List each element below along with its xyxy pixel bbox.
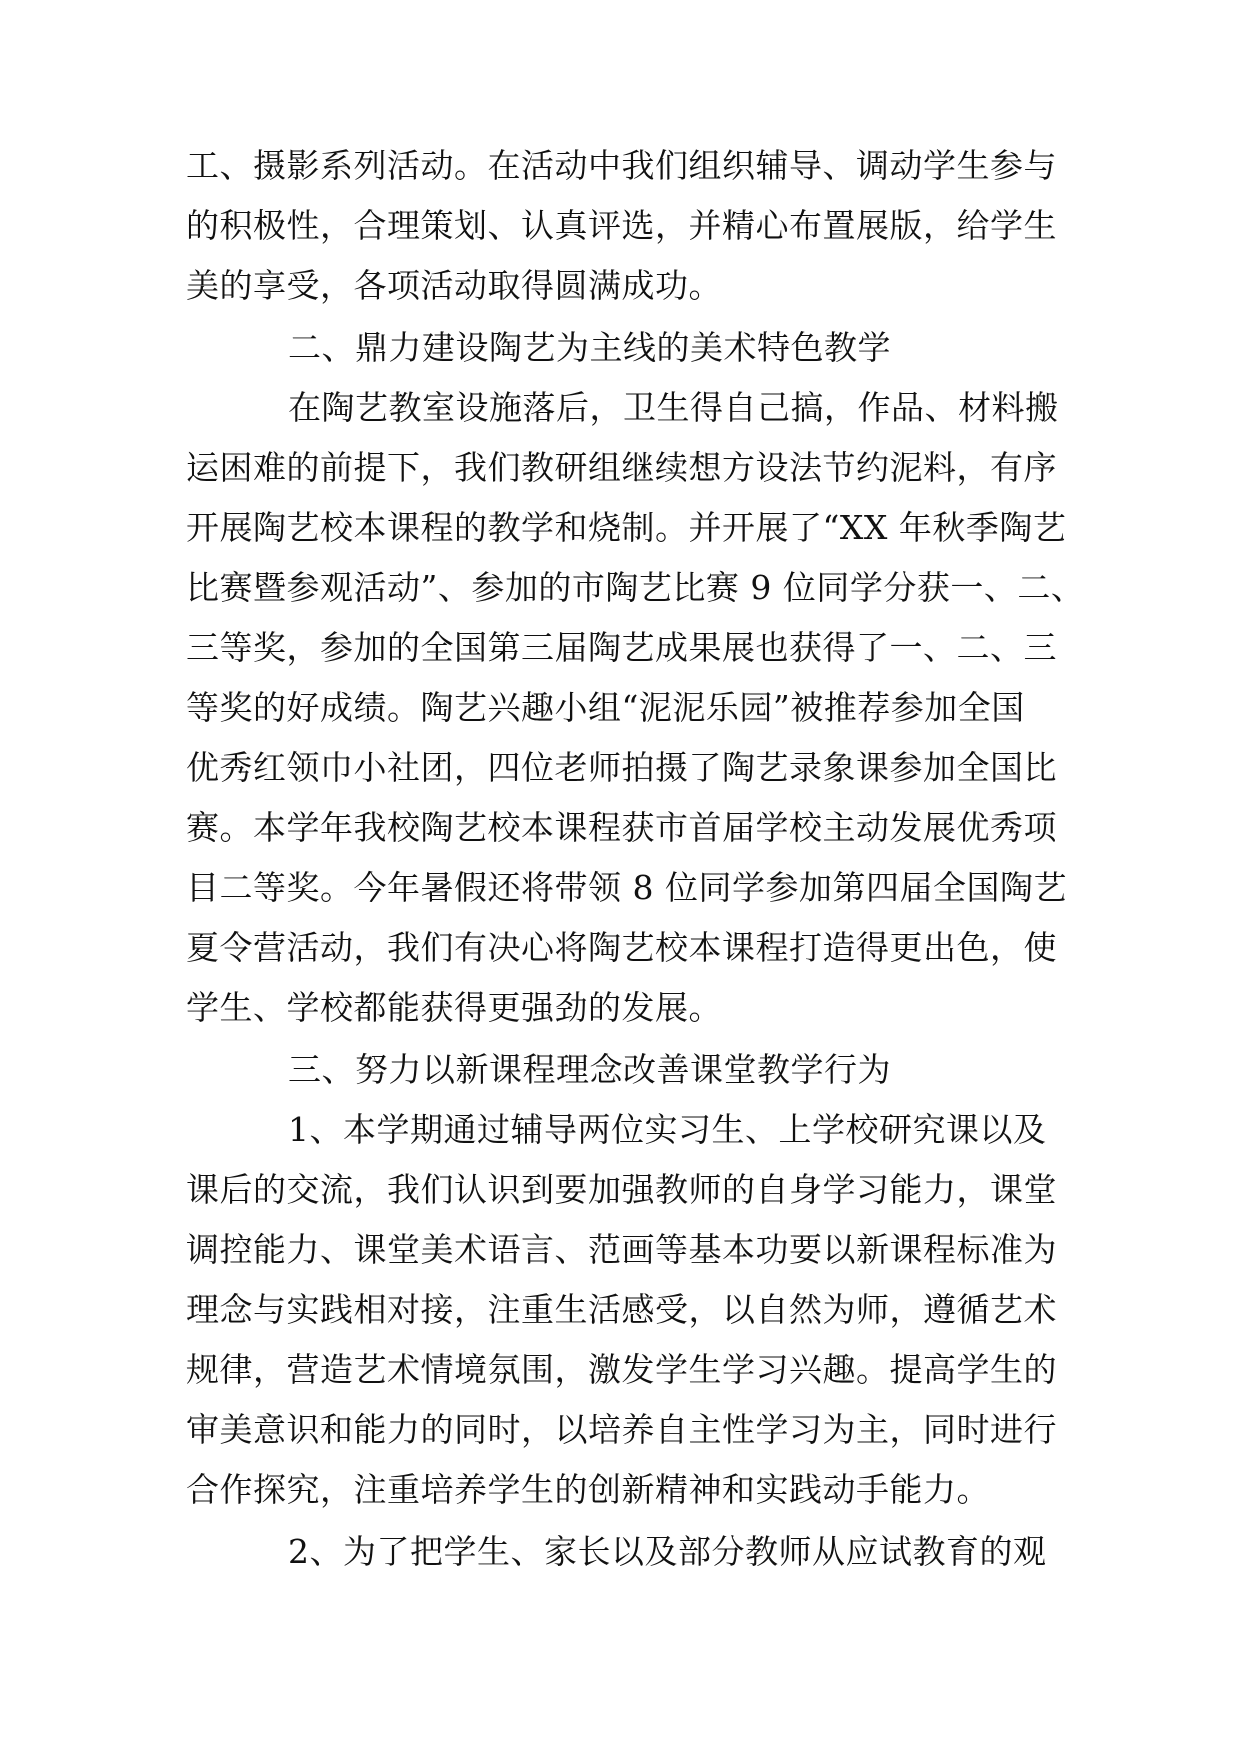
body-text-line: 优秀红领巾小社团，四位老师拍摄了陶艺录象课参加全国比: [186, 748, 1057, 787]
paragraph-first-line: 2、为了把学生、家长以及部分教师从应试教育的观: [288, 1532, 1047, 1571]
body-text-line: 比赛暨参观活动”、参加的市陶艺比赛 9 位同学分获一、二、: [186, 568, 1085, 607]
body-text-line: 三等奖，参加的全国第三届陶艺成果展也获得了一、二、三: [186, 628, 1057, 667]
paragraph-first-line: 在陶艺教室设施落后，卫生得自己搞，作品、材料搬: [288, 388, 1059, 427]
body-text-line: 夏令营活动，我们有决心将陶艺校本课程打造得更出色，使: [186, 928, 1057, 967]
section-heading-2: 二、鼎力建设陶艺为主线的美术特色教学: [288, 328, 891, 367]
body-text-line: 等奖的好成绩。陶艺兴趣小组“泥泥乐园”被推荐参加全国: [186, 688, 1025, 727]
body-text-line: 工、摄影系列活动。在活动中我们组织辅导、调动学生参与: [186, 146, 1057, 185]
body-text-line: 开展陶艺校本课程的教学和烧制。并开展了“XX 年秋季陶艺: [186, 508, 1067, 547]
section-heading-3: 三、努力以新课程理念改善课堂教学行为: [288, 1050, 891, 1089]
body-text-line: 调控能力、课堂美术语言、范画等基本功要以新课程标准为: [186, 1230, 1057, 1269]
body-text-line: 的积极性，合理策划、认真评选，并精心布置展版，给学生: [186, 206, 1057, 245]
body-text-line: 赛。本学年我校陶艺校本课程获市首届学校主动发展优秀项: [186, 808, 1057, 847]
body-text-line: 美的享受，各项活动取得圆满成功。: [186, 266, 722, 305]
body-text-line: 审美意识和能力的同时，以培养自主性学习为主，同时进行: [186, 1410, 1057, 1449]
body-text-line: 运困难的前提下，我们教研组继续想方设法节约泥料，有序: [186, 448, 1057, 487]
body-text-line: 学生、学校都能获得更强劲的发展。: [186, 988, 722, 1027]
paragraph-first-line: 1、本学期通过辅导两位实习生、上学校研究课以及: [288, 1110, 1047, 1149]
body-text-line: 合作探究，注重培养学生的创新精神和实践动手能力。: [186, 1470, 990, 1509]
body-text-line: 目二等奖。今年暑假还将带领 8 位同学参加第四届全国陶艺: [186, 868, 1067, 907]
body-text-line: 课后的交流，我们认识到要加强教师的自身学习能力，课堂: [186, 1170, 1057, 1209]
body-text-line: 规律，营造艺术情境氛围，激发学生学习兴趣。提高学生的: [186, 1350, 1057, 1389]
body-text-line: 理念与实践相对接，注重生活感受，以自然为师，遵循艺术: [186, 1290, 1057, 1329]
